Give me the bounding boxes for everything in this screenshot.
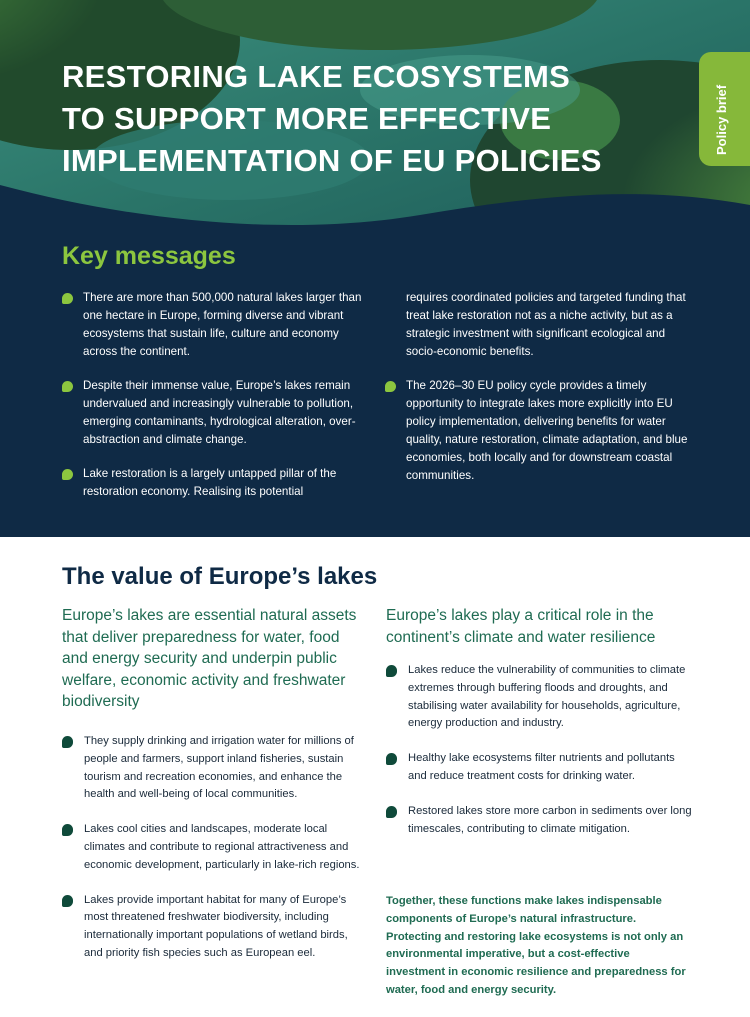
list-item: [386, 750, 696, 786]
bullet-icon: [62, 824, 73, 836]
bullet-icon: [62, 469, 73, 480]
title-line-2: TO SUPPORT MORE EFFECTIVE: [62, 101, 552, 136]
bullet-icon: [62, 381, 73, 392]
key-message-item: [385, 377, 695, 485]
key-message-text: requires coordinated policies and targeted funding that treat lake restoration not as a niche activity, but as a strategic investment with significant ecological and socio-economic benefits.: [406, 291, 686, 358]
list-item: [62, 733, 367, 804]
title-line-1: RESTORING LAKE ECOSYSTEMS: [62, 59, 571, 94]
key-message-continuation: [385, 289, 695, 361]
list-item-text: Lakes reduce the vulnerability of communities to climate extremes through buffering floods and droughts, and stabilising water availability for households, agriculture, energy production and industry.: [408, 664, 686, 730]
value-section-heading: The value of Europe’s lakes: [62, 563, 378, 590]
list-item: [62, 892, 367, 963]
key-messages-heading: Key messages: [62, 242, 236, 270]
key-message-item: [62, 465, 372, 501]
bullet-icon: [62, 895, 73, 907]
key-message-item: [62, 289, 372, 361]
value-right-list: [386, 662, 696, 855]
list-item-text: They supply drinking and irrigation water for millions of people and farmers, support inland fisheries, sustain tourism and recreation economies, and enhance the health and well-being of local communities.: [84, 735, 354, 801]
title-line-3: IMPLEMENTATION OF EU POLICIES: [62, 143, 602, 178]
bullet-icon: [386, 665, 397, 677]
key-message-text: Lake restoration is a largely untapped pillar of the restoration economy. Realising its potential: [83, 467, 337, 498]
bullet-icon: [385, 381, 396, 392]
key-message-item: [62, 377, 372, 449]
list-item-text: Lakes cool cities and landscapes, moderate local climates and contribute to regional attractiveness and economic development, particularly in lake-rich regions.: [84, 823, 360, 871]
key-message-text: There are more than 500,000 natural lakes larger than one hectare in Europe, forming diverse and vibrant ecosystems that sustain life, culture and economy across the continent.: [83, 291, 362, 358]
key-messages-right-column: [385, 289, 695, 501]
bullet-icon: [386, 806, 397, 818]
conclusion-paragraph: Together, these functions make lakes indispensable components of Europe’s natural infrastructure. Protecting and restoring lake ecosystems is not only an environmental imperative, but a cost-effective investment in economic resilience and preparedness for water, food and energy security.: [386, 895, 686, 996]
list-item-text: Lakes provide important habitat for many of Europe’s most threatened freshwater biodiversity, including internationally important populations of wetland birds, and priority fish species such as European eel.: [84, 893, 348, 959]
policy-brief-label: Policy brief: [714, 84, 729, 155]
list-item: [386, 803, 696, 839]
bullet-icon: [62, 736, 73, 748]
left-subheading: Europe’s lakes are essential natural assets that deliver preparedness for water, food and energy security and underpin public welfare, economic activity and freshwater biodiversity: [62, 607, 357, 710]
key-message-text: Despite their immense value, Europe’s lakes remain undervalued and increasingly vulnerable to pollution, emerging contaminants, hydrological alteration, over-abstraction and climate change.: [83, 379, 356, 446]
value-left-list: [62, 733, 367, 980]
list-item: [62, 821, 367, 874]
list-item-text: Healthy lake ecosystems filter nutrients and pollutants and reduce treatment costs for drinking water.: [408, 752, 675, 782]
bullet-icon: [62, 293, 73, 304]
list-item-text: Restored lakes store more carbon in sediments over long timescales, contributing to climate mitigation.: [408, 804, 692, 835]
list-item: [386, 662, 696, 733]
key-message-text: The 2026–30 EU policy cycle provides a timely opportunity to integrate lakes more explicitly into EU policy implementation, delivering benefits for water quality, nature restoration, climate adaptation, and blue economies, both locally and for downstream coastal communities.: [406, 379, 688, 482]
bullet-icon: [386, 753, 397, 765]
right-subheading: Europe’s lakes play a critical role in the continent’s climate and water resilience: [386, 607, 656, 646]
key-messages-left-column: [62, 289, 372, 517]
page-title: [62, 56, 662, 182]
